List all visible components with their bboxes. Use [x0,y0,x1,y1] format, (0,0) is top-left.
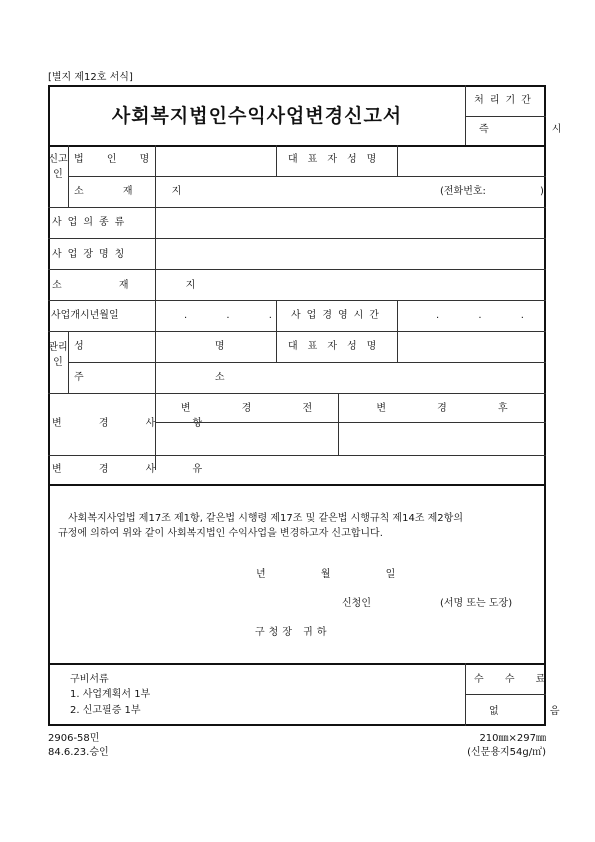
business-type-field[interactable] [156,208,544,238]
signature-label: (서명 또는 도장) [440,598,513,609]
declaration-applicant: 신청인 [342,598,371,609]
fee-value: 없 음 [489,706,584,717]
applicant-rep-name-field[interactable] [398,146,544,176]
change-before-field[interactable] [156,423,337,454]
site-name-label: 사업장명칭 [52,249,131,260]
manager-rep-name-field[interactable] [398,332,544,362]
recipient: 구청장 귀하 [255,627,331,638]
corp-name-field[interactable] [156,146,276,176]
manager-name-label: 성 명 [74,341,289,352]
site-address-label: 소 재 지 [52,280,223,291]
change-after-field[interactable] [339,423,544,454]
form-code: [별지 제12호 서식] [48,72,133,83]
manager-rep-name-label: 대표자성명 [288,341,387,352]
corp-name-label: 법 인 명 [74,154,160,165]
applicant-address-label: 소 재 지 [74,186,200,197]
hours-field[interactable]: . . . [436,310,542,321]
paper-size: 210㎜×297㎜ [479,733,546,744]
manager-name-field[interactable] [156,332,276,362]
applicant-phone-close: ) [540,186,544,197]
processing-period-label: 처리기간 [474,95,537,106]
site-address-field[interactable] [156,270,544,300]
manager-address-field[interactable] [156,363,544,393]
form-number: 2906-58민 [48,733,100,744]
signature-field[interactable] [385,592,435,612]
change-reason-field[interactable] [156,456,544,484]
form-title: 사회복지법인수익사업변경신고서 [111,105,403,127]
change-reason-label: 변 경 사 유 [52,464,220,475]
applicant-rep-name-label: 대표자성명 [288,154,387,165]
manager-group-label: 관리인 [48,342,68,368]
applicant-group-label: 신고인 [48,154,68,180]
declaration-date: 년 월 일 [256,569,422,580]
applicant-phone-label: (전화번호: [440,186,486,197]
start-date-label: 사업개시년월일 [51,310,119,321]
start-date-field[interactable]: . . . [184,310,290,321]
change-items-label: 변 경 사 항 [52,418,220,429]
site-name-field[interactable] [156,239,544,269]
change-after-label: 변 경 후 [376,403,532,414]
processing-period-value: 즉 시 [479,124,592,135]
manager-address-label: 주 소 [74,372,289,383]
fee-label: 수 수 료 [474,674,555,685]
applicant-address-field[interactable] [156,177,436,207]
paper-type: (신문용지54g/㎡) [467,747,546,758]
declaration-line1: 사회복지사업법 제17조 제1항, 같은법 시행령 제17조 및 같은법 시행규칙 제14조 제2항의 [68,513,463,524]
documents-item: 1. 사업계획서 1부 [70,689,151,700]
business-type-label: 사업의종류 [52,217,131,228]
hours-label: 사업경영시간 [291,310,385,321]
documents-title: 구비서류 [70,674,109,685]
approval-date: 84.6.23.승인 [48,747,109,758]
documents-item: 2. 신고필증 1부 [70,705,141,716]
declaration-line2: 규정에 의하여 위와 같이 사회복지법인 수익사업을 변경하고자 신고합니다. [58,528,383,539]
change-before-label: 변 경 전 [180,403,337,414]
